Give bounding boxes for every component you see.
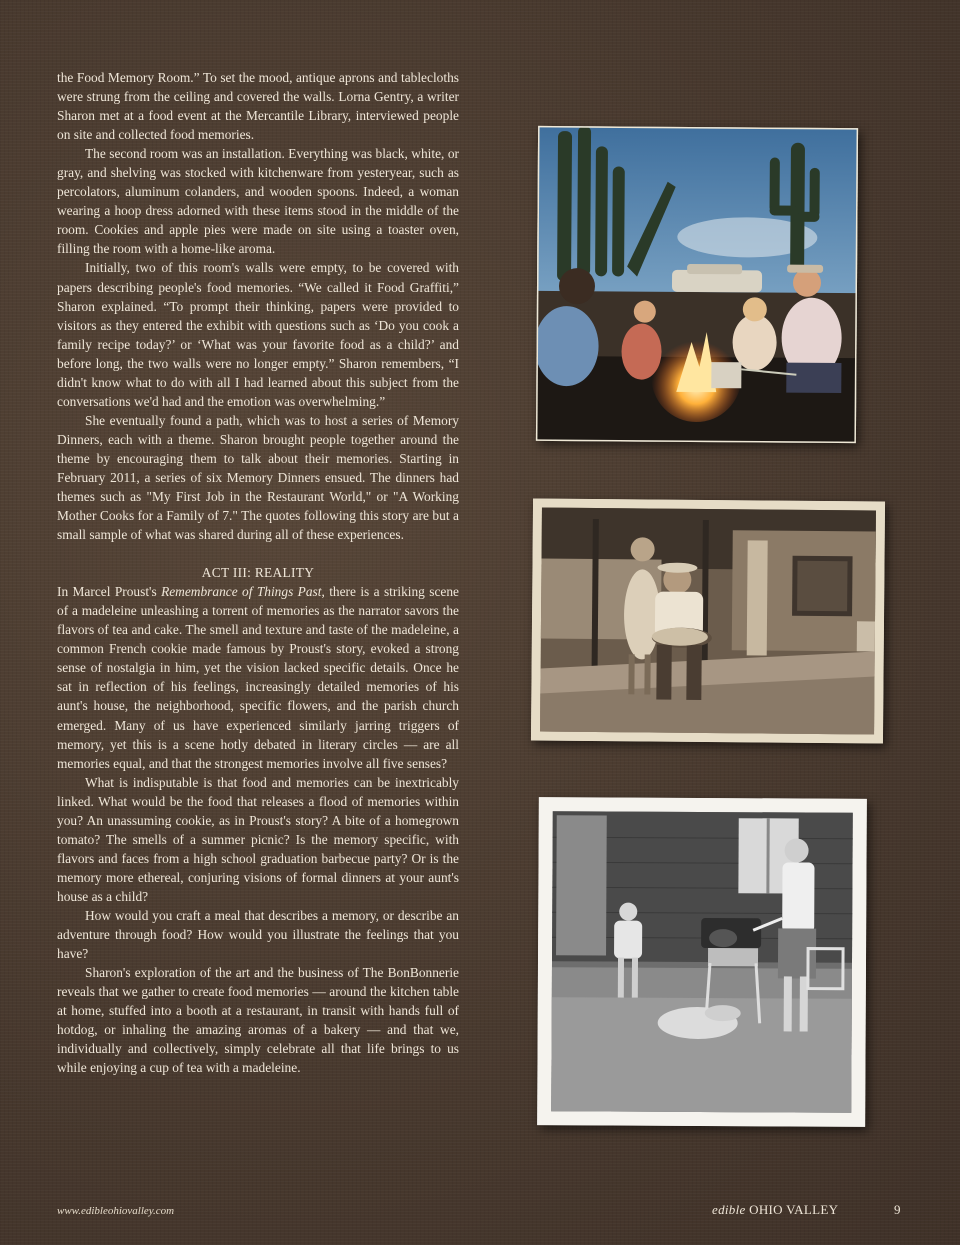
proust-rest: , there is a striking scene of a madeleine unleashing a torrent of memories as the narrator savors the flavors of tea and cake. The smell and texture and taste of the madeleine, a common French cookie made famous by Proust's story, evoked a strong sense of nostalgia in him, yet the vision lacked specific details. Once he sat in reflection of his feelings, increasingly detailed memories of his aunt's house, the neighborhood, specific flowers, and the parish church emerged. Many of us have experienced similarly jarring triggers of memory, yet this is a scene hotly debated in literary circles — are all memories equal, and that the strongest memories involve all five senses? bbox=[57, 584, 459, 771]
backyard-grill-photo-image bbox=[537, 797, 867, 1127]
paragraph: The second room was an installation. Everything was black, white, or gray, and shelving was stocked with kitchenware from yesteryear, such as percolators, aluminum colanders, and wooden spoons. Indeed, a woman wearing a hoop dress adorned with these items stood in the middle of the room. Cookies and apple pies were made on site using a toaster oven, filling the room with a home-like aroma. bbox=[57, 146, 459, 257]
paragraph: How would you craft a meal that describes a memory, or describe an adventure through food? How would you illustrate the feelings that you have? bbox=[57, 907, 459, 962]
backyard-grill-photo bbox=[537, 797, 867, 1127]
vintage-couple-photo-image bbox=[531, 498, 885, 743]
article-body bbox=[57, 68, 459, 1077]
footer-url: www.edibleohiovalley.com bbox=[57, 1205, 175, 1217]
proust-intro: In Marcel Proust's bbox=[57, 584, 162, 600]
paragraph: Initially, two of this room's walls were empty, to be covered with papers describing people's food memories. “We called it Food Graffiti,” Sharon explained. “To prompt their thinking, papers were provided to visitors as they entered the exhibit with questions such as ‘Do you cook a family recipe today?’ or ‘What was your favorite food as a child?’ and before long, the two walls were no longer empty.” Sharon remembers, “I didn't know what to do with all I had learned about this subject from the conversations we'd had and the emotion was overwhelming.” bbox=[57, 260, 459, 409]
magazine-name bbox=[712, 1202, 838, 1218]
paragraph: Sharon's exploration of the art and the business of The BonBonnerie reveals that we gather to create food memories — around the kitchen table at home, stuffed into a booth at a restaurant, in transit with hands full of hotdog, or inhaling the amazing aromas of a bakery — and that we, individually and collectively, simply celebrate all that life brings to us while enjoying a cup of tea with a madeleine. bbox=[57, 965, 459, 1076]
vintage-couple-photo bbox=[531, 498, 885, 743]
magazine-edible: edible bbox=[712, 1202, 746, 1217]
page-number: 9 bbox=[894, 1202, 901, 1217]
paragraph: She eventually found a path, which was to host a series of Memory Dinners, each with a theme. Sharon brought people together around the theme by encouraging them to talk about their memories. Starting in February 2011, a series of six Memory Dinners ensued. The dinners had themes such as "My First Job in the Restaurant World," or "A Working Mother Cooks for a Family of 7." The quotes following this story are but a small sample of what was shared during all of these experiences. bbox=[57, 412, 459, 543]
book-title: Remembrance of Things Past bbox=[161, 584, 322, 600]
campfire-photo-image bbox=[536, 126, 858, 443]
paragraph: What is indisputable is that food and memories can be inextricably linked. What would be the food that releases a flood of memories within you? An unassuming cookie, as in Proust's story? A bite of a homegrown tomato? The smells of a summer picnic? Is the memory specific, with flavors and faces from a high school graduation barbecue party? Or is the memory more ethereal, conjuring visions of formal dinners at your aunt's house as a child? bbox=[57, 774, 459, 904]
paragraph: the Food Memory Room.” To set the mood, antique aprons and tablecloths were strung from the ceiling and covered the walls. Lorna Gentry, a writer Sharon met at a food event at the Mercantile Library, interviewed people on site and collected food memories. bbox=[57, 70, 459, 143]
campfire-photo bbox=[536, 126, 858, 443]
section-heading: ACT III: REALITY bbox=[201, 565, 315, 581]
paragraph-proust bbox=[57, 582, 459, 772]
magazine-region: OHIO VALLEY bbox=[749, 1202, 839, 1217]
